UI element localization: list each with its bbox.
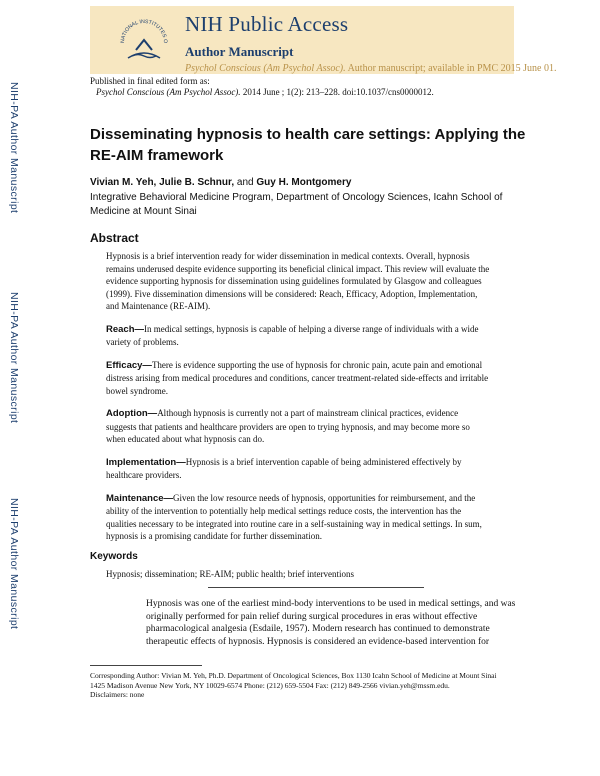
abstract-section-efficacy: [106, 359, 490, 398]
authors-last: Guy H. Montgomery: [256, 177, 352, 188]
abstract-body: [106, 250, 490, 553]
sidebar-watermark-2: NIH-PA Author Manuscript: [8, 292, 20, 424]
section-text: Although hypnosis is currently not a part of mainstream clinical practices, evidence suggests that patients and healthcare providers are open to trying hypnosis, and may become more so when educated about what hypnosis can do.: [106, 408, 470, 444]
pmc-availability-note: [185, 63, 556, 74]
pmc-availability-text: Author manuscript; available in PMC 2015 June 01.: [347, 63, 557, 74]
body-paragraph: Hypnosis was one of the earliest mind-body interventions to be used in medical settings, and was originally performed for pain relief during surgical procedures in eras without effective pharmacological analgesia (Esdaile, 1957). Modern research has continued to demonstrate therapeutic effects of hypnosis. Hypnosis is considered an evidence-based intervention for: [146, 599, 516, 647]
section-text: In medical settings, hypnosis is capable of helping a diverse range of individuals with a wide variety of problems.: [106, 323, 479, 347]
correspondence-footnote: Corresponding Author: Vivian M. Yeh, Ph.D. Department of Oncological Sciences, Box 1130 Icahn School of Medicine at Mount Sinai 1425 Madison Avenue New York, NY 10029-6574 Phone: (212) 659-5504 Fax: (212) 849-2566 vivian.yeh@mssm.edu.: [90, 671, 497, 690]
sidebar-watermark-1: NIH-PA Author Manuscript: [8, 82, 20, 214]
footnote-block: [90, 671, 510, 700]
svg-text:NATIONAL INSTITUTES OF HEALTH: [114, 10, 168, 44]
section-text: Hypnosis is a brief intervention capable of being administered effectively by healthcare providers.: [106, 456, 462, 480]
author-list: [90, 177, 351, 188]
publication-info: [90, 76, 434, 98]
footnote-divider: [90, 665, 202, 666]
abstract-section-reach: [106, 323, 490, 349]
left-margin-watermarks: [0, 78, 30, 638]
section-label: Implementation—: [106, 456, 186, 468]
abstract-section-adoption: [106, 407, 490, 446]
authors-first: Vivian M. Yeh, Julie B. Schnur,: [90, 177, 235, 188]
section-text: There is evidence supporting the use of hypnosis for chronic pain, acute pain and emotional distress arising from medical procedures and conditions, cancer treatment-related side-effects and irritable bowel syndrome.: [106, 359, 489, 396]
affiliation: Integrative Behavioral Medicine Program, Department of Oncology Sciences, Icahn School of Medicine at Mount Sinai: [90, 192, 503, 217]
section-label: Maintenance—: [106, 492, 174, 504]
abstract-section-maintenance: [106, 492, 490, 543]
citation-journal: Psychol Conscious (Am Psychol Assoc).: [96, 87, 241, 97]
section-label: Reach—: [106, 323, 145, 335]
nih-header-banner: [90, 6, 557, 74]
abstract-heading: Abstract: [90, 231, 139, 245]
article-title: Disseminating hypnosis to health care settings: Applying the RE-AIM framework: [90, 126, 526, 164]
section-label: Adoption—: [106, 408, 158, 419]
abstract-section-implementation: [106, 456, 490, 482]
disclaimers-footnote: Disclaimers: none: [90, 690, 145, 699]
keywords-list: Hypnosis; dissemination; RE-AIM; public health; brief interventions: [106, 569, 354, 579]
abstract-intro: Hypnosis is a brief intervention ready for wider dissemination in medical contexts. Overall, hypnosis remains underused despite evidence supporting its beneficial clinical impact. This review will evaluate the evidence supporting hypnosis for dissemination using guidelines formulated by Glasgow and colleagues (1999). Five dissemination dimensions will be considered: Reach, Efficacy, Adoption, Implementation, and Maintenance (RE-AIM).: [106, 251, 490, 311]
citation-line: [90, 87, 434, 98]
section-divider: [208, 587, 424, 588]
published-in-label: Published in final edited form as:: [90, 76, 210, 86]
hhs-seal-logo: [114, 10, 174, 70]
section-label: Efficacy—: [106, 359, 152, 371]
sidebar-watermark-3: NIH-PA Author Manuscript: [8, 498, 20, 630]
seal-text: NATIONAL INSTITUTES O: [119, 18, 169, 44]
citation-details: 2014 June ; 1(2): 213–228. doi:10.1037/cns0000012.: [242, 87, 434, 97]
authors-and: and: [236, 177, 254, 188]
pmc-journal-name: Psychol Conscious (Am Psychol Assoc).: [185, 63, 346, 74]
keywords-heading: Keywords: [90, 551, 138, 562]
section-text: Given the low resource needs of hypnosis, opportunities for reimbursement, and the ability of the intervention to potentially help medical settings reduce costs, the intervention has the qualities necessary to be integrated into routine care in a self-sustaining way in medical settings. In sum, hypnosis is a promising candidate for further dissemination.: [106, 492, 482, 541]
author-manuscript-label: Author Manuscript: [185, 44, 294, 59]
nih-public-access-title: NIH Public Access: [185, 12, 349, 36]
